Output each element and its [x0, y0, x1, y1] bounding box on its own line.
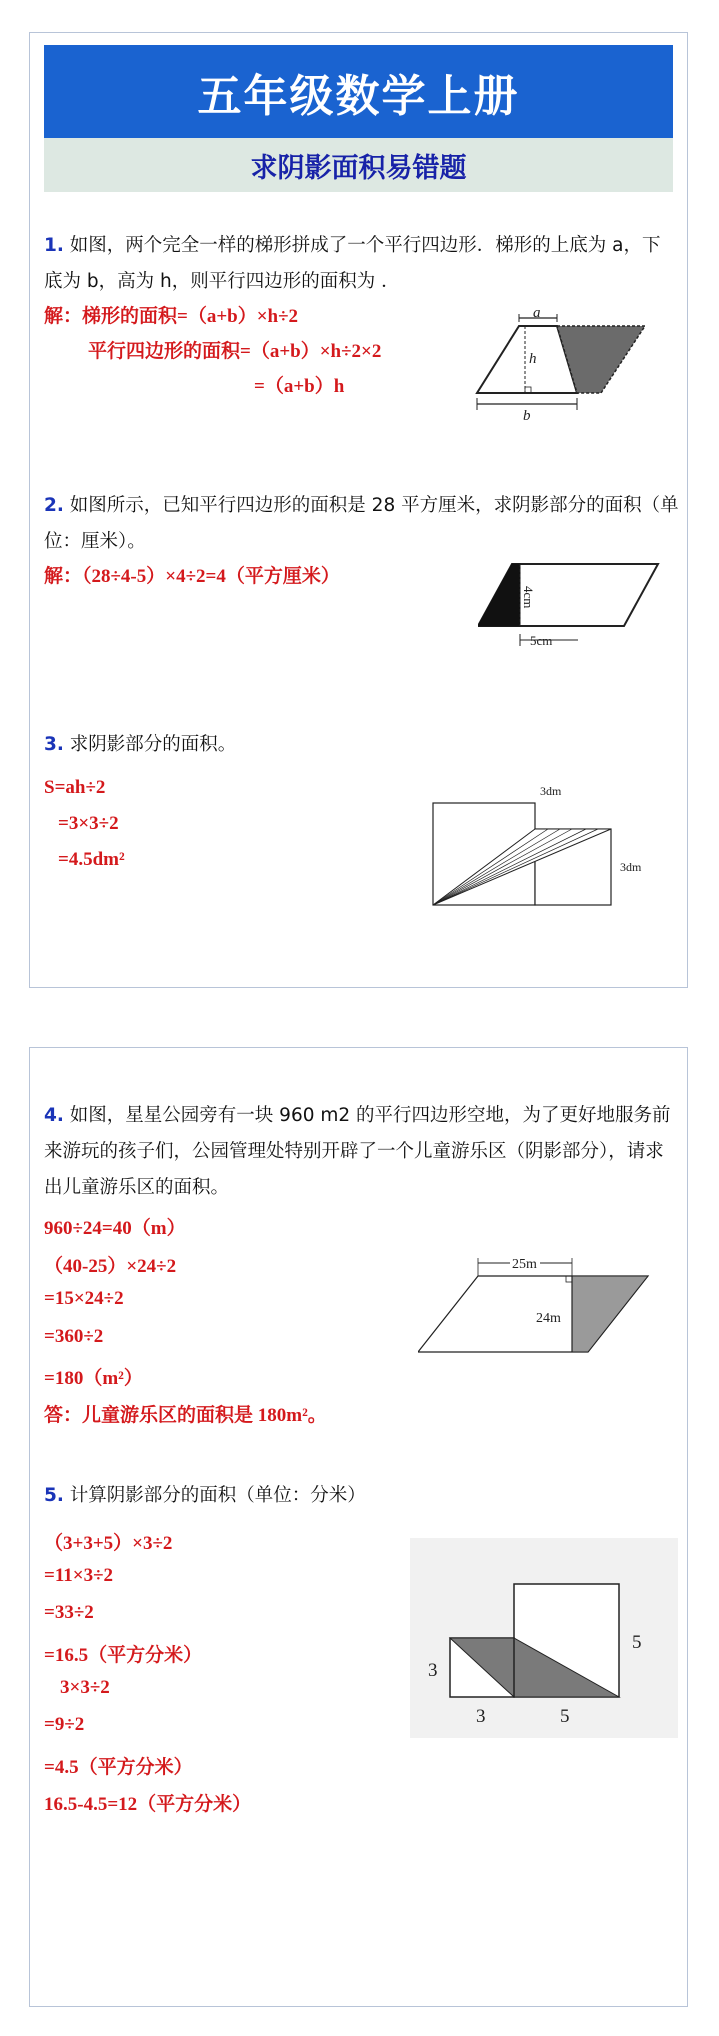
problem-5-solution-line: 16.5-4.5=12（平方分米） — [44, 1794, 252, 1815]
problem-5-solution-line: =11×3÷2 — [44, 1565, 114, 1586]
problem-3-solution-line: =3×3÷2 — [58, 813, 119, 834]
label-5cm: 5cm — [530, 633, 553, 648]
problem-5-solution-line: =33÷2 — [44, 1602, 94, 1623]
problem-5-solution-line: =4.5（平方分米） — [44, 1757, 193, 1778]
label-24m: 24m — [536, 1311, 561, 1326]
page-title: 五年级数学上册 — [44, 45, 673, 138]
worksheet-card-1 — [29, 32, 688, 988]
label-25m: 25m — [512, 1257, 537, 1272]
label-right-3dm: 3dm — [620, 860, 642, 874]
problem-1-text: 1. 如图，两个完全一样的梯形拼成了一个平行四边形．梯形的上底为 a，下底为 b，高为 h，则平行四边形的面积为 ． — [44, 235, 661, 292]
label-bottom-5: 5 — [560, 1706, 570, 1727]
problem-2-solution-line: 解：（28÷4-5）×4÷2=4（平方厘米） — [44, 566, 340, 587]
problem-4-text: 4. 如图，星星公园旁有一块 960 m2 的平行四边形空地，为了更好地服务前来游玩的孩子们，公园管理处特别开辟了一个儿童游乐区（阴影部分），请求出儿童游乐区的面积。 — [44, 1105, 671, 1198]
label-h: h — [529, 351, 537, 367]
problem-2-figure — [478, 548, 678, 658]
shaded-triangle — [478, 564, 520, 626]
problem-1-figure — [467, 308, 673, 428]
label-4cm: 4cm — [521, 586, 536, 609]
problem-4-solution-line: （40-25）×24÷2 — [44, 1256, 177, 1277]
problem-3-figure — [410, 773, 678, 913]
problem-5-solution-line: =16.5（平方分米） — [44, 1645, 203, 1666]
problem-2-text: 2. 如图所示，已知平行四边形的面积是 28 平方厘米，求阴影部分的面积（单位：厘米）。 — [44, 495, 679, 552]
problem-5-figure — [410, 1538, 678, 1738]
label-b: b — [523, 408, 531, 424]
problem-4-answer: 答：儿童游乐区的面积是 180m²。 — [44, 1405, 327, 1426]
problem-number: 5. — [44, 1485, 64, 1506]
problem-3-solution-line: =4.5dm² — [58, 849, 125, 870]
problem-5-solution-line: 3×3÷2 — [60, 1677, 110, 1698]
problem-number: 2. — [44, 495, 64, 516]
problem-number: 3. — [44, 734, 64, 755]
problem-5-solution-line: （3+3+5）×3÷2 — [44, 1533, 173, 1554]
label-right-5: 5 — [632, 1632, 642, 1653]
problem-4-solution-line: =15×24÷2 — [44, 1288, 124, 1309]
problem-4-figure — [418, 1248, 678, 1368]
shaded-play-area — [572, 1276, 648, 1352]
problem-3-text: 3. 求阴影部分的面积。 — [44, 734, 237, 755]
problem-number: 4. — [44, 1105, 64, 1126]
label-bottom-3: 3 — [476, 1706, 486, 1727]
problem-4-solution-line: 960÷24=40（m） — [44, 1218, 186, 1239]
label-left-3: 3 — [428, 1660, 438, 1681]
problem-1-solution-line: =（a+b）h — [254, 376, 345, 397]
problem-4-solution-line: =180（m²） — [44, 1368, 143, 1389]
problem-3-solution-line: S=ah÷2 — [44, 777, 106, 798]
problem-1-solution-line: 平行四边形的面积=（a+b）×h÷2×2 — [88, 341, 382, 362]
problem-number: 1. — [44, 235, 64, 256]
worksheet-card-2 — [29, 1047, 688, 2007]
label-top-3dm: 3dm — [540, 784, 562, 798]
problem-4-solution-line: =360÷2 — [44, 1326, 104, 1347]
label-a: a — [533, 308, 541, 321]
problem-5-text: 5. 计算阴影部分的面积（单位：分米） — [44, 1485, 366, 1506]
problem-1-solution-line: 解：梯形的面积=（a+b）×h÷2 — [44, 306, 299, 327]
problem-5-solution-line: =9÷2 — [44, 1714, 85, 1735]
page-subtitle: 求阴影面积易错题 — [44, 138, 673, 192]
